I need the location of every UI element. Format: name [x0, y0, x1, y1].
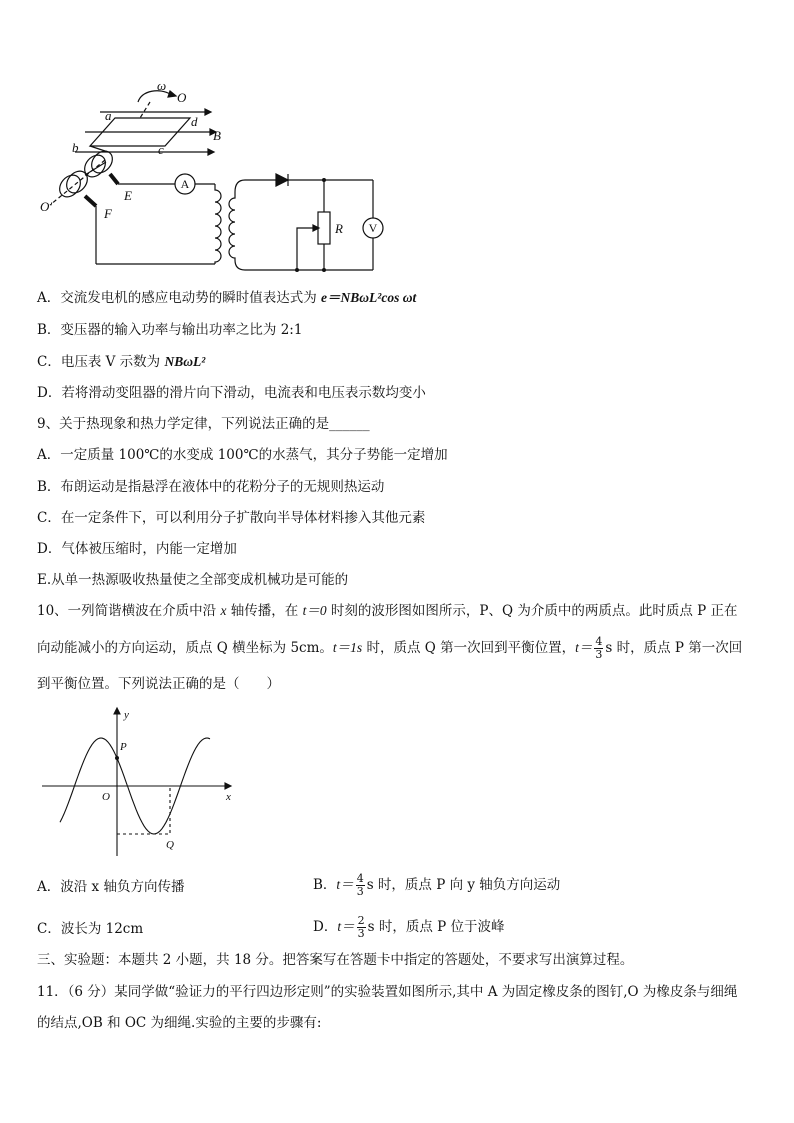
label-omega: ω	[157, 80, 167, 93]
q10-stem-line3: 到平衡位置。下列说法正确的是（ ）	[37, 676, 280, 692]
label-c: c	[158, 142, 164, 157]
q8-option-b: B．变压器的输入功率与输出功率之比为 2:1	[37, 322, 303, 338]
q11-line1: 11．（6 分）某同学做“验证力的平行四边形定则”的实验装置如图所示,其中 A 为固定橡皮条的图钉,O 为橡皮条与细绳	[37, 984, 738, 1000]
point-p-label: P	[120, 741, 127, 753]
label-O: O	[177, 90, 187, 105]
origin-label: O	[102, 791, 110, 803]
label-O-prime: O′	[40, 199, 53, 214]
label-a: a	[105, 108, 112, 123]
fraction: $\frac{4}{3}$	[595, 635, 603, 661]
q8-option-a: A．交流发电机的感应电动势的瞬时值表达式为 e＝NBωL²cos ωt	[37, 290, 417, 306]
q10-option-b: B．t＝ $\frac{4}{3}$ s 时，质点 P 向 y 轴负方向运动	[313, 872, 561, 898]
voltmeter-label: V	[368, 221, 378, 235]
point-q-label: Q	[166, 839, 174, 851]
label-d: d	[191, 114, 198, 129]
q10-option-a: A．波沿 x 轴负方向传播	[37, 879, 185, 895]
q9-option-a: A．一定质量 100℃的水变成 100℃的水蒸气，其分子势能一定增加	[37, 447, 448, 463]
q9-option-d: D．气体被压缩时，内能一定增加	[37, 541, 237, 557]
generator-transformer-figure	[30, 80, 390, 275]
section-3-heading: 三、实验题：本题共 2 小题，共 18 分。把答案写在答题卡中指定的答题处，不要求写出演算过程。	[37, 952, 634, 968]
q10-stem-line1: 10、一列简谐横波在介质中沿 x 轴传播，在 t＝0 时刻的波形图如图所示，P、Q 为介质中的两质点。此时质点 P 正在	[37, 603, 738, 619]
q9-option-c: C．在一定条件下，可以利用分子扩散向半导体材料掺入其他元素	[37, 510, 426, 526]
q10-option-d: D．t＝ $\frac{2}{3}$ s 时，质点 P 位于波峰	[313, 914, 505, 940]
q9-stem: 9、关于热现象和热力学定律，下列说法正确的是______	[37, 416, 370, 432]
q9-option-b: B．布朗运动是指悬浮在液体中的花粉分子的无规则热运动	[37, 479, 385, 495]
label-F: F	[104, 206, 112, 221]
q9-option-e: E.从单一热源吸收热量使之全部变成机械功是可能的	[37, 572, 349, 588]
label-R: R	[335, 221, 343, 236]
q8-option-d: D．若将滑动变阻器的滑片向下滑动，电流表和电压表示数均变小	[37, 385, 426, 401]
label-E: E	[124, 188, 132, 203]
axis-x-label: x	[226, 791, 231, 803]
q8-option-c: C．电压表 V 示数为 NBωL²	[37, 354, 206, 370]
q10-option-c: C．波长为 12cm	[37, 921, 144, 937]
axis-y-label: y	[124, 709, 129, 721]
q11-line2: 的结点,OB 和 OC 为细绳.实验的主要的步骤有:	[37, 1015, 322, 1031]
label-b: b	[72, 140, 79, 155]
label-B: B	[213, 128, 221, 143]
ammeter-label: A	[180, 177, 190, 191]
q10-stem-line2: 向动能减小的方向运动，质点 Q 横坐标为 5cm。t＝1s 时，质点 Q 第一次回到平衡位置，t＝ $\frac{4}{3}$ s 时，质点 P 第一次回	[37, 635, 743, 661]
wave-graph-figure	[40, 706, 250, 856]
